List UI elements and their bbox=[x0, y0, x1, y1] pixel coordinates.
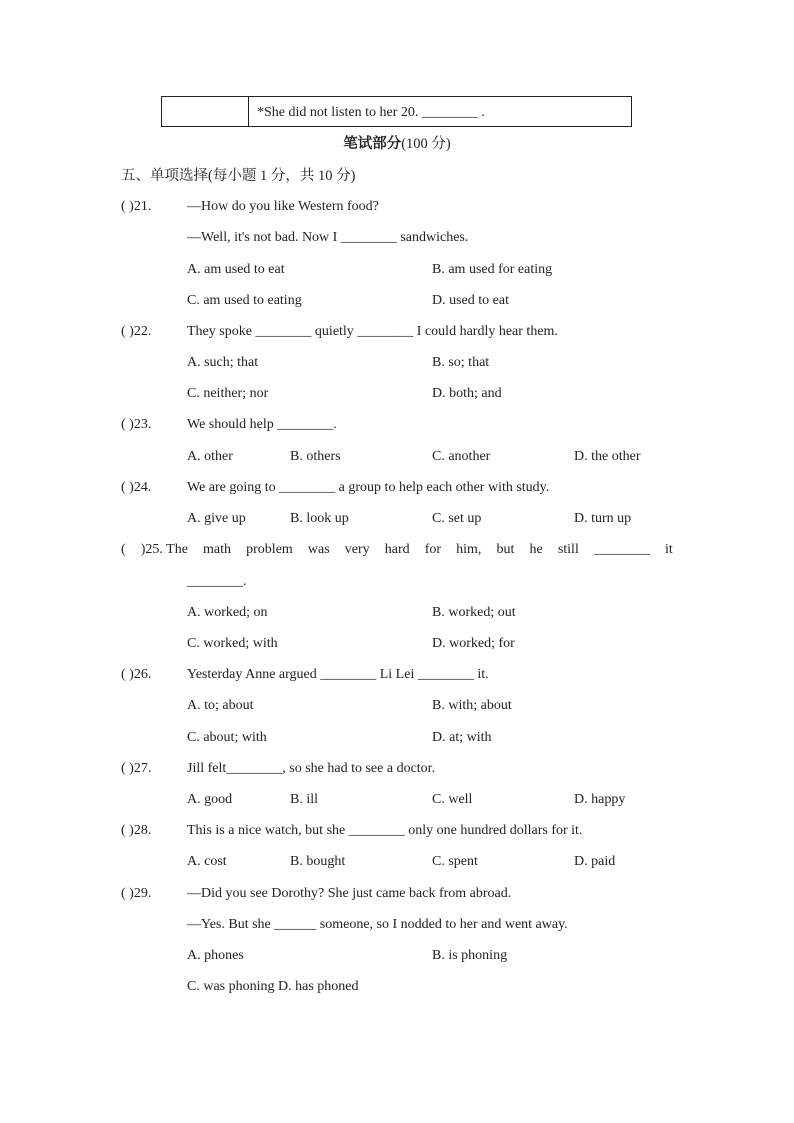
q25-word: very bbox=[344, 542, 370, 557]
option-24-c: C. set up bbox=[432, 511, 482, 526]
question-stem-28: This is a nice watch, but she ________ only one hundred dollars for it. bbox=[187, 823, 583, 838]
q25-word: for bbox=[424, 542, 442, 557]
option-26-b: B. with; about bbox=[432, 698, 512, 713]
q25-word: it bbox=[665, 542, 673, 557]
option-24-d: D. turn up bbox=[574, 511, 632, 526]
question-stem-21: —How do you like Western food? bbox=[187, 199, 379, 214]
section-title-score: (100 分) bbox=[401, 136, 451, 152]
question-stem-29-line2: —Yes. But she ______ someone, so I nodded to her and went away. bbox=[187, 917, 568, 932]
option-29-cd: C. was phoning D. has phoned bbox=[187, 979, 359, 994]
option-26-a: A. to; about bbox=[187, 698, 254, 713]
question-stem-25 bbox=[121, 540, 673, 560]
option-28-a: A. cost bbox=[187, 854, 227, 869]
table-right-cell: *She did not listen to her 20. ________ . bbox=[257, 105, 485, 120]
answer-table-fragment bbox=[161, 96, 632, 127]
question-number-22: ( )22. bbox=[121, 324, 152, 339]
question-number-28: ( )28. bbox=[121, 823, 152, 838]
question-stem-26: Yesterday Anne argued ________ Li Lei ________ it. bbox=[187, 667, 489, 682]
q25-word: he bbox=[529, 542, 543, 557]
q25-word: hard bbox=[384, 542, 410, 557]
option-22-d: D. both; and bbox=[432, 386, 502, 401]
q25-word: but bbox=[496, 542, 515, 557]
option-22-c: C. neither; nor bbox=[187, 386, 269, 401]
option-25-a: A. worked; on bbox=[187, 605, 268, 620]
option-27-a: A. good bbox=[187, 792, 233, 807]
question-stem-29: —Did you see Dorothy? She just came back from abroad. bbox=[187, 886, 512, 901]
option-22-b: B. so; that bbox=[432, 355, 490, 370]
option-23-b: B. others bbox=[290, 449, 341, 464]
section-title-bold: 笔试部分 bbox=[343, 136, 402, 152]
question-number-29: ( )29. bbox=[121, 886, 152, 901]
question-number-21: ( )21. bbox=[121, 199, 152, 214]
option-25-b: B. worked; out bbox=[432, 605, 516, 620]
option-28-b: B. bought bbox=[290, 854, 346, 869]
option-29-a: A. phones bbox=[187, 948, 244, 963]
question-number-23: ( )23. bbox=[121, 417, 152, 432]
option-21-d: D. used to eat bbox=[432, 293, 509, 308]
question-stem-22: They spoke ________ quietly ________ I could hardly hear them. bbox=[187, 324, 558, 339]
option-24-b: B. look up bbox=[290, 511, 349, 526]
option-29-b: B. is phoning bbox=[432, 948, 508, 963]
question-stem-21-line2: —Well, it's not bad. Now I ________ sandwiches. bbox=[187, 230, 469, 245]
option-21-c: C. am used to eating bbox=[187, 293, 302, 308]
option-27-d: D. happy bbox=[574, 792, 626, 807]
q25-word: math bbox=[203, 542, 232, 557]
question-stem-24: We are going to ________ a group to help each other with study. bbox=[187, 480, 550, 495]
question-number-27: ( )27. bbox=[121, 761, 152, 776]
option-28-d: D. paid bbox=[574, 854, 616, 869]
option-21-b: B. am used for eating bbox=[432, 262, 553, 277]
q25-word: ________ bbox=[593, 542, 650, 557]
table-left-cell bbox=[162, 97, 249, 126]
q25-word: ( bbox=[121, 542, 126, 557]
option-23-d: D. the other bbox=[574, 449, 641, 464]
option-21-a: A. am used to eat bbox=[187, 262, 285, 277]
q25-word: was bbox=[307, 542, 330, 557]
option-26-c: C. about; with bbox=[187, 730, 267, 745]
option-24-a: A. give up bbox=[187, 511, 246, 526]
section-title bbox=[0, 133, 794, 155]
option-25-d: D. worked; for bbox=[432, 636, 515, 651]
option-28-c: C. spent bbox=[432, 854, 478, 869]
question-stem-27: Jill felt________, so she had to see a doctor. bbox=[187, 761, 436, 776]
option-26-d: D. at; with bbox=[432, 730, 492, 745]
option-22-a: A. such; that bbox=[187, 355, 259, 370]
option-23-a: A. other bbox=[187, 449, 233, 464]
option-27-c: C. well bbox=[432, 792, 473, 807]
option-23-c: C. another bbox=[432, 449, 491, 464]
q25-word: problem bbox=[246, 542, 293, 557]
q25-word: him, bbox=[456, 542, 482, 557]
question-stem-23: We should help ________. bbox=[187, 417, 337, 432]
option-27-b: B. ill bbox=[290, 792, 319, 807]
q25-word: )25. The bbox=[140, 542, 188, 557]
question-stem-25-line2: ________. bbox=[187, 574, 247, 589]
q25-word: still bbox=[557, 542, 579, 557]
question-number-24: ( )24. bbox=[121, 480, 152, 495]
option-25-c: C. worked; with bbox=[187, 636, 278, 651]
part-title: 五、单项选择(每小题 1 分，共 10 分) bbox=[121, 168, 356, 184]
question-number-26: ( )26. bbox=[121, 667, 152, 682]
